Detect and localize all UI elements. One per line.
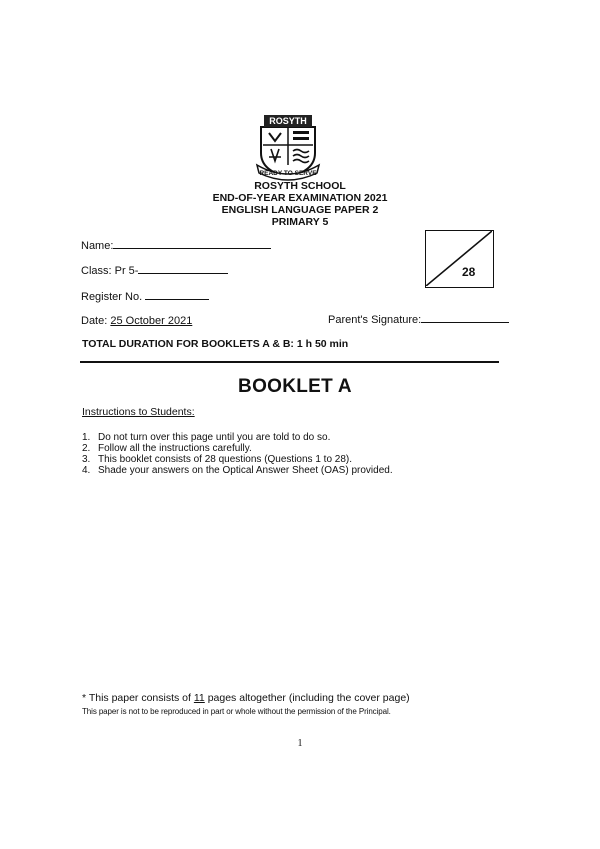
instruction-text: This booklet consists of 28 questions (Questions 1 to 28).	[98, 454, 353, 465]
date-value: 25 October 2021	[110, 315, 193, 327]
score-box-diagonal	[426, 231, 492, 286]
school-name: ROSYTH SCHOOL	[254, 180, 346, 192]
instruction-item	[82, 465, 393, 476]
instruction-item	[82, 454, 393, 465]
instruction-item	[82, 432, 393, 443]
instruction-number: 2.	[82, 443, 91, 454]
pages-count: 11	[193, 692, 205, 704]
class-write-line[interactable]	[138, 264, 228, 274]
pages-note-prefix: * This paper consists of	[82, 692, 194, 704]
class-label: Class:	[81, 265, 112, 277]
name-label: Name:	[81, 240, 114, 252]
page-number: 1	[297, 738, 303, 749]
instruction-text: Shade your answers on the Optical Answer Sheet (OAS) provided.	[98, 465, 393, 476]
pages-note-suffix: pages altogether (including the cover page)	[204, 692, 410, 704]
school-crest-logo	[255, 113, 321, 181]
copyright-notice: This paper is not to be reproduced in part or whole without the permission of the Principal.	[82, 707, 391, 716]
signature-write-line[interactable]	[421, 313, 509, 323]
crest-top-text: ROSYTH	[269, 116, 307, 126]
register-label: Register No.	[81, 291, 143, 303]
name-write-line[interactable]	[113, 239, 271, 249]
class-prefix: Pr 5-	[114, 265, 139, 277]
score-total: 28	[462, 265, 476, 279]
instruction-text: Follow all the instructions carefully.	[98, 443, 252, 454]
instruction-number: 3.	[82, 454, 91, 465]
booklet-title: BOOKLET A	[238, 376, 352, 397]
instruction-number: 4.	[82, 465, 91, 476]
signature-field	[328, 313, 509, 327]
instruction-item	[82, 443, 393, 454]
signature-label: Parent's Signature:	[328, 314, 422, 326]
divider-rule	[80, 361, 499, 363]
name-field	[81, 239, 271, 253]
register-field	[81, 290, 209, 304]
crest-motto: READY TO SERVE	[259, 170, 317, 177]
class-field	[81, 264, 228, 278]
exam-title: END-OF-YEAR EXAMINATION 2021	[212, 192, 388, 204]
date-field	[81, 315, 192, 328]
score-box	[425, 230, 494, 288]
instruction-text: Do not turn over this page until you are told to do so.	[98, 432, 331, 443]
pages-note	[82, 692, 410, 704]
level-title: PRIMARY 5	[271, 216, 329, 228]
duration-text: TOTAL DURATION FOR BOOKLETS A & B: 1 h 50 min	[82, 338, 349, 350]
instructions-list	[82, 432, 393, 476]
date-label: Date:	[81, 315, 108, 327]
register-write-line[interactable]	[145, 290, 209, 300]
paper-title: ENGLISH LANGUAGE PAPER 2	[221, 204, 379, 216]
instruction-number: 1.	[82, 432, 91, 443]
instructions-heading: Instructions to Students:	[82, 406, 195, 418]
